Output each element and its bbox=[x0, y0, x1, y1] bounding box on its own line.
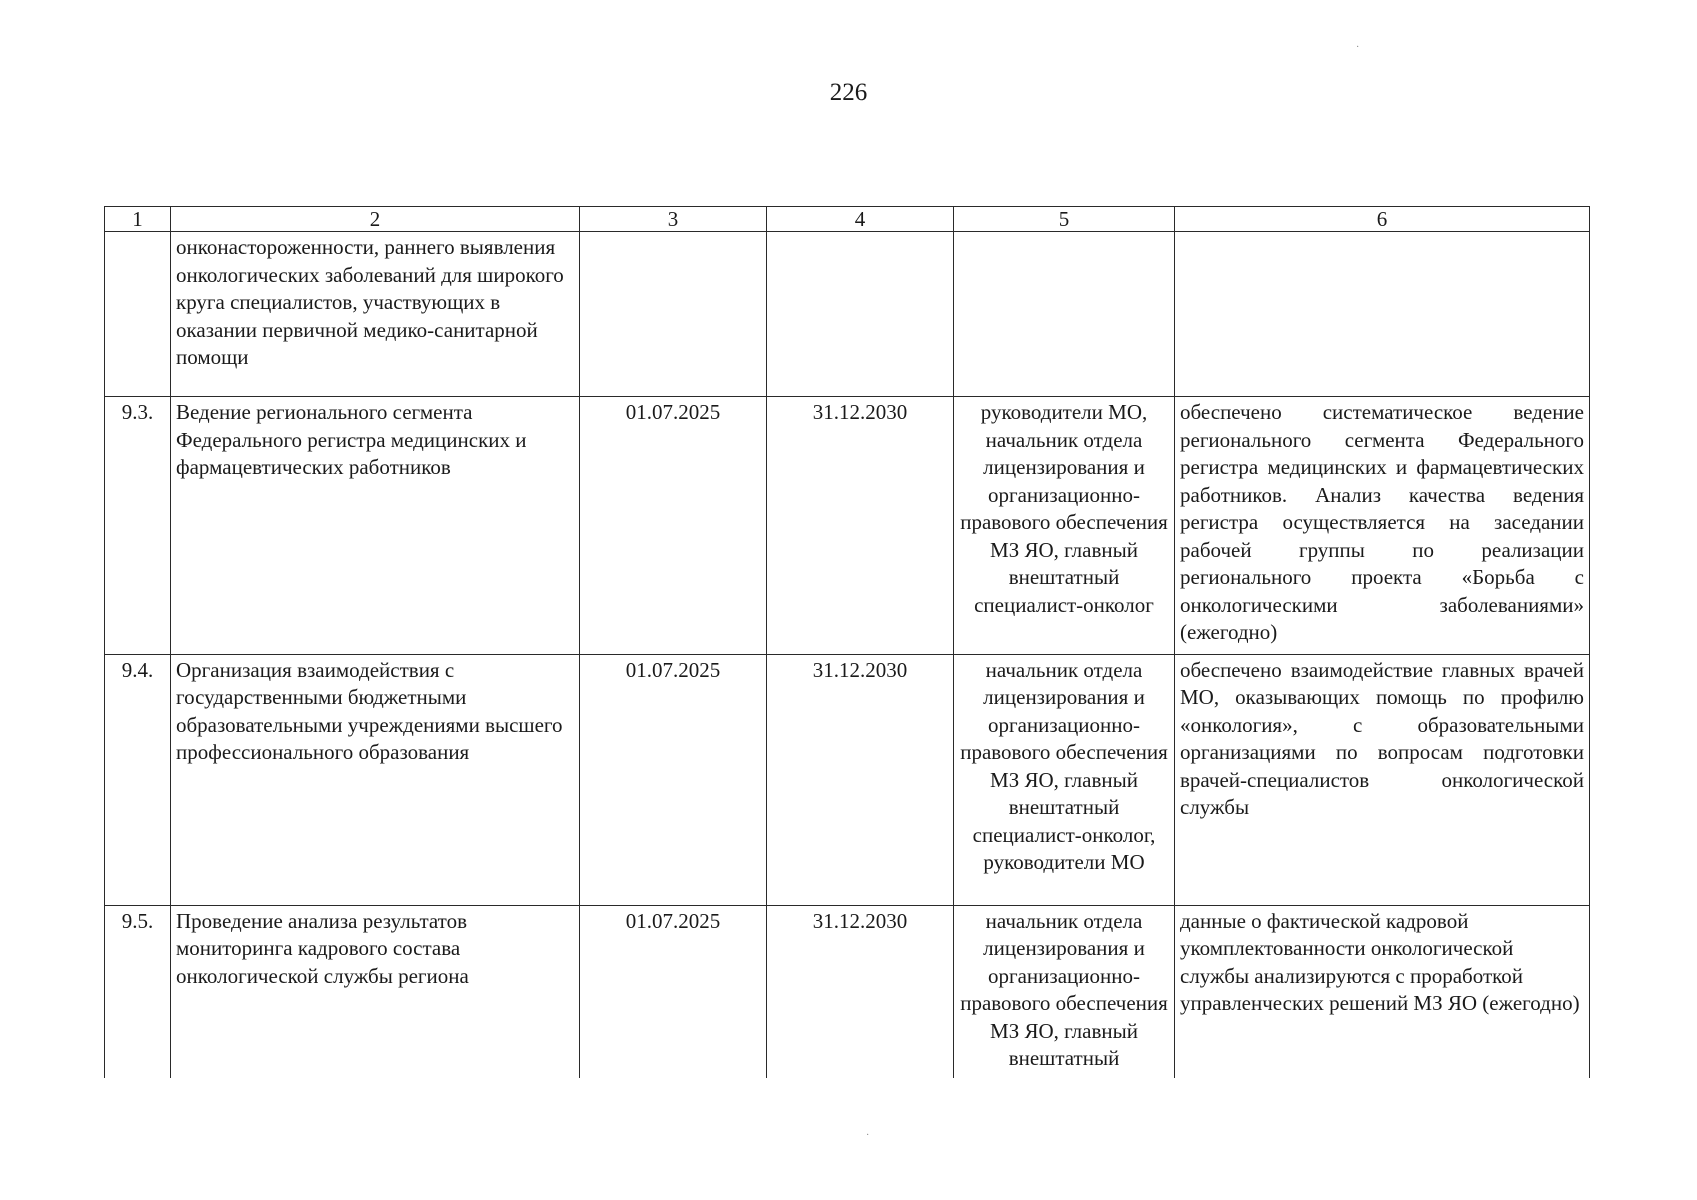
activity-table bbox=[104, 206, 1590, 1078]
event-description: Ведение регионального сегмента Федерального регистра медицинских и фармацевтических работников bbox=[171, 397, 580, 655]
expected-result: данные о фактической кадровой укомплектованности онкологической службы анализируются с проработкой управленческих решений МЗ ЯО (ежегодно) bbox=[1175, 905, 1590, 1078]
start-date: 01.07.2025 bbox=[580, 905, 767, 1078]
end-date: 31.12.2030 bbox=[767, 397, 954, 655]
responsible-party: начальник отдела лицензирования и организационно-правового обеспечения МЗ ЯО, главный внештатный bbox=[954, 905, 1175, 1078]
column-header-3: 3 bbox=[580, 207, 767, 232]
scan-speck: · bbox=[866, 1130, 870, 1141]
end-date: 31.12.2030 bbox=[767, 654, 954, 905]
item-number bbox=[105, 232, 171, 397]
table-row bbox=[105, 654, 1590, 905]
column-header-6: 6 bbox=[1175, 207, 1590, 232]
responsible-party: руководители МО, начальник отдела лицензирования и организационно-правового обеспечения МЗ ЯО, главный внештатный специалист-онколог bbox=[954, 397, 1175, 655]
column-header-4: 4 bbox=[767, 207, 954, 232]
table-row bbox=[105, 232, 1590, 397]
start-date: 01.07.2025 bbox=[580, 654, 767, 905]
expected-result: обеспечено взаимодействие главных врачей МО, оказывающих помощь по профилю «онкология», с образовательными организациями по вопросам подготовки врачей-специалистов онкологической службы bbox=[1175, 654, 1590, 905]
table-header-row bbox=[105, 207, 1590, 232]
column-header-1: 1 bbox=[105, 207, 171, 232]
item-number: 9.3. bbox=[105, 397, 171, 655]
start-date: 01.07.2025 bbox=[580, 397, 767, 655]
event-description: онконастороженности, раннего выявления онкологических заболеваний для широкого круга специалистов, участвующих в оказании первичной медико-санитарной помощи bbox=[171, 232, 580, 397]
scan-speck: · bbox=[1356, 42, 1360, 53]
item-number: 9.4. bbox=[105, 654, 171, 905]
table-row bbox=[105, 397, 1590, 655]
column-header-5: 5 bbox=[954, 207, 1175, 232]
responsible-party: начальник отдела лицензирования и организационно-правового обеспечения МЗ ЯО, главный внештатный специалист-онколог, руководители МО bbox=[954, 654, 1175, 905]
end-date: 31.12.2030 bbox=[767, 905, 954, 1078]
start-date bbox=[580, 232, 767, 397]
expected-result bbox=[1175, 232, 1590, 397]
page-number: 226 bbox=[829, 79, 868, 106]
end-date bbox=[767, 232, 954, 397]
item-number: 9.5. bbox=[105, 905, 171, 1078]
responsible-party bbox=[954, 232, 1175, 397]
event-description: Проведение анализа результатов мониторинга кадрового состава онкологической службы региона bbox=[171, 905, 580, 1078]
column-header-2: 2 bbox=[171, 207, 580, 232]
event-description: Организация взаимодействия с государственными бюджетными образовательными учреждениями высшего профессионального образования bbox=[171, 654, 580, 905]
expected-result: обеспечено систематическое ведение регионального сегмента Федерального регистра медицинских и фармацевтических работников. Анализ качества ведения регистра осуществляется на заседании рабочей группы по реализации регионального проекта «Борьба с онкологическими заболеваниями» (ежегодно) bbox=[1175, 397, 1590, 655]
table-row bbox=[105, 905, 1590, 1078]
